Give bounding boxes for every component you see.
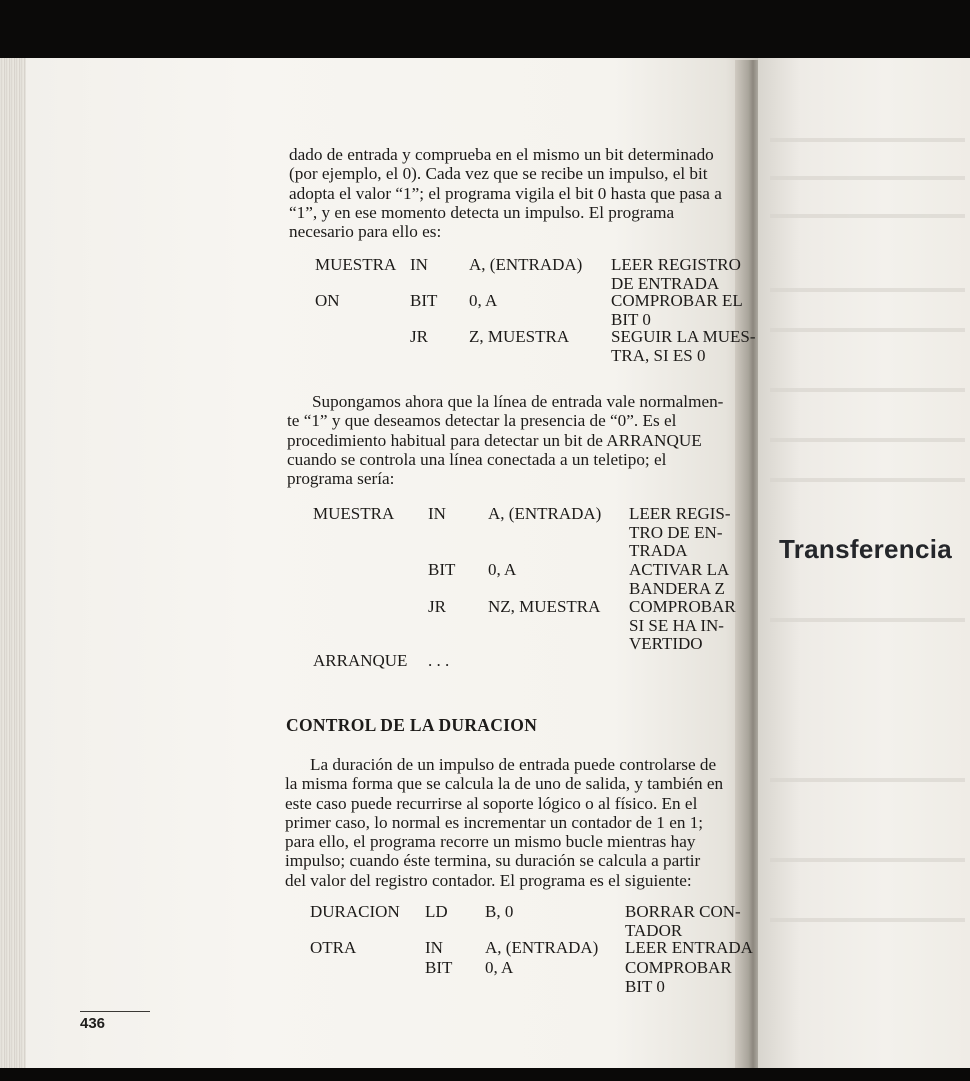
code-comment: TRO DE EN- — [629, 522, 723, 542]
paragraph-line: Supongamos ahora que la línea de entrada vale normalmen- — [312, 392, 724, 411]
code-comment: BORRAR CON- — [625, 902, 741, 921]
bleed-through — [770, 618, 965, 622]
bleed-through — [770, 288, 965, 292]
paragraph-line: para ello, el programa recorre un mismo bucle mientras hay — [285, 832, 696, 852]
bleed-through — [770, 438, 965, 442]
code-comment: TRA, SI ES 0 — [611, 345, 706, 365]
paragraph-2 — [287, 392, 737, 488]
code-comment: LEER REGISTRO — [611, 255, 741, 274]
section-heading: CONTROL DE LA DURACION — [286, 715, 538, 735]
paragraph-line: programa sería: — [287, 469, 395, 489]
bleed-through — [770, 138, 965, 142]
paragraph-line: impulso; cuando éste termina, su duración se calcula a partir — [285, 851, 701, 871]
paragraph-line: necesario para ello es: — [289, 222, 442, 242]
paragraph-line: adopta el valor “1”; el programa vigila el bit 0 hasta que pasa a — [289, 183, 722, 203]
code-label: OTRA — [310, 938, 357, 957]
bleed-through — [770, 918, 965, 922]
code-opcode: BIT — [410, 291, 438, 310]
code-opcode: JR — [428, 597, 446, 616]
paragraph-line: dado de entrada y comprueba en el mismo un bit determinado — [289, 145, 714, 164]
code-comment: BIT 0 — [611, 309, 651, 329]
page-number: 436 — [80, 1015, 106, 1032]
bleed-through — [770, 214, 965, 218]
scan-top-border — [0, 0, 970, 60]
paragraph-line: cuando se controla una línea conectada a un teletipo; el — [287, 449, 667, 469]
code-comment: BIT 0 — [625, 976, 665, 996]
code-comment: LEER REGIS- — [629, 504, 731, 523]
paragraph-line: te “1” y que deseamos detectar la presencia de “0”. Es el — [287, 411, 677, 431]
code-opcode: IN — [425, 938, 443, 957]
code-operands: B, 0 — [485, 902, 514, 921]
code-comment: TRADA — [629, 541, 688, 560]
code-comment: ACTIVAR LA — [629, 560, 730, 579]
paragraph-line: este caso puede recurrirse al soporte lógico o al físico. En el — [285, 793, 698, 813]
code-operands: 0, A — [488, 560, 517, 579]
code-operands: 0, A — [469, 291, 498, 310]
code-comment: COMPROBAR EL — [611, 291, 743, 310]
code-operands: Z, MUESTRA — [469, 327, 570, 346]
code-operands: 0, A — [485, 958, 514, 977]
code-opcode: IN — [410, 255, 428, 274]
right-page-heading: Transferencia — [779, 534, 952, 564]
page-edges — [0, 58, 28, 1070]
code-opcode: BIT — [428, 560, 456, 579]
paragraph-line: (por ejemplo, el 0). Cada vez que se recibe un impulso, el bit — [289, 164, 708, 184]
code-opcode: . . . — [428, 651, 450, 670]
bleed-through — [770, 478, 965, 482]
paragraph-line: procedimiento habitual para detectar un bit de ARRANQUE — [287, 430, 702, 450]
code-label: ON — [315, 291, 340, 310]
code-comment: SI SE HA IN- — [629, 615, 724, 635]
paragraph-line: “1”, y en ese momento detecta un impulso. El programa — [289, 202, 675, 222]
code-comment: SEGUIR LA MUES- — [611, 327, 756, 346]
paragraph-line: del valor del registro contador. El programa es el siguiente: — [285, 870, 692, 890]
paragraph-1 — [289, 145, 736, 241]
code-opcode: BIT — [425, 958, 453, 977]
page-number-rule — [80, 1011, 150, 1012]
code-comment: DE ENTRADA — [611, 273, 720, 293]
code-opcode: LD — [425, 902, 448, 921]
paragraph-line: La duración de un impulso de entrada puede controlarse de — [310, 755, 717, 774]
right-page — [758, 58, 970, 1068]
code-opcode: JR — [410, 327, 428, 346]
code-label: MUESTRA — [313, 504, 395, 523]
paragraph-3 — [285, 755, 737, 890]
bleed-through — [770, 388, 965, 392]
bleed-through — [770, 328, 965, 332]
code-opcode: IN — [428, 504, 446, 523]
code-comment: COMPROBAR — [629, 597, 736, 616]
code-operands: A, (ENTRADA) — [488, 504, 602, 523]
code-comment: LEER ENTRADA — [625, 938, 753, 957]
scan-bottom-border — [0, 1068, 970, 1081]
code-operands: NZ, MUESTRA — [488, 597, 601, 616]
code-comment: BANDERA Z — [629, 578, 725, 598]
code-comment: VERTIDO — [629, 634, 703, 653]
code-comment: COMPROBAR — [625, 958, 732, 977]
code-operands: A, (ENTRADA) — [469, 255, 583, 274]
code-label: DURACION — [310, 902, 400, 921]
bleed-through — [770, 176, 965, 180]
paragraph-line: primer caso, lo normal es incrementar un contador de 1 en 1; — [285, 812, 704, 832]
code-label: ARRANQUE — [313, 651, 408, 670]
paragraph-line: la misma forma que se calcula la de uno de salida, y también en — [285, 774, 724, 794]
bleed-through — [770, 858, 965, 862]
bleed-through — [770, 778, 965, 782]
code-operands: A, (ENTRADA) — [485, 938, 599, 957]
code-comment: TADOR — [625, 920, 683, 940]
code-label: MUESTRA — [315, 255, 397, 274]
